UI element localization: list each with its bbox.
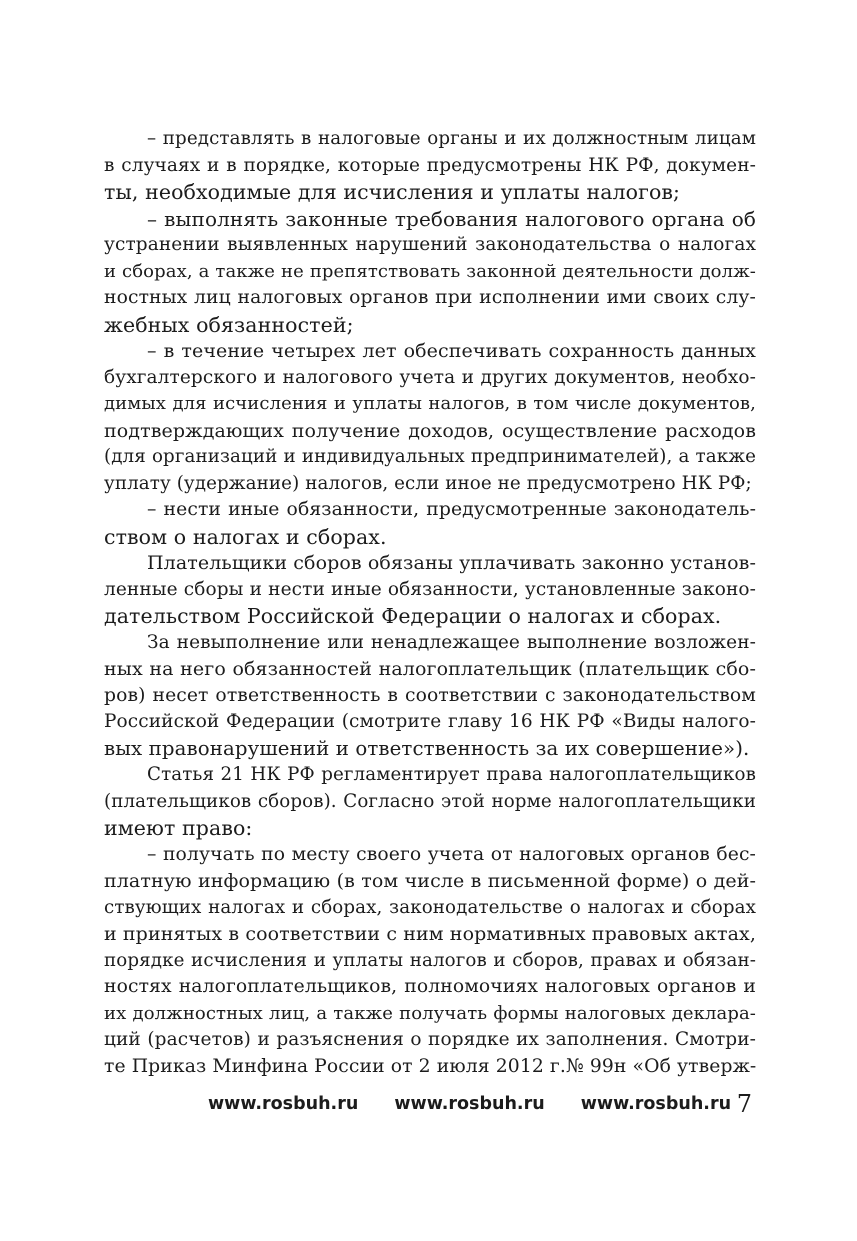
text-line: За невыполнение или ненадлежащее выполнение возложен- [147,631,756,653]
text-line: ством о налогах и сборах. [104,524,387,549]
footer-site-link[interactable]: www.rosbuh.ru [394,1094,545,1114]
text-line: – представлять в налоговые органы и их должностным лицам [147,128,756,149]
text-line: дательством Российской Федерации о налогах и сборах. [104,604,722,628]
text-line: платную информацию (в том числе в письменной форме) о дей- [104,870,756,892]
text-line: порядке исчисления и уплаты налогов и сборов, правах и обязан- [104,949,756,971]
text-line: – нести иные обязанности, предусмотренные законодатель- [147,499,756,520]
text-line: ствующих налогах и сборах, законодательстве о налогах и сборах [104,896,756,918]
text-line: (для организаций и индивидуальных предпринимателей), а также [104,446,756,467]
text-line: имеют право: [104,816,253,840]
text-line: и принятых в соответствии с ним нормативных правовых актах, [104,923,756,945]
text-line: ленные сборы и нести иные обязанности, установленные законо- [104,578,756,600]
footer-site-link[interactable]: www.rosbuh.ru [208,1094,359,1114]
text-line: – выполнять законные требования налогового органа об [147,206,756,231]
text-line: ций (расчетов) и разъяснения о порядке их заполнения. Смотри- [104,1029,756,1050]
footer-site-link[interactable]: www.rosbuh.ru [580,1094,732,1114]
text-line: устранении выявленных нарушений законодательства о налогах [104,234,756,255]
page-number: 7 [736,1090,752,1118]
text-line: те Приказ Минфина России от 2 июля 2012 г.№ 99н «Об утверж- [104,1055,757,1077]
text-line: в случаях и в порядке, которые предусмотрены НК РФ, докумен- [104,154,756,176]
text-line: (плательщиков сборов). Согласно этой норме налогоплательщики [104,790,756,812]
text-line: ностях налогоплательщиков, полномочиях налоговых органов и [104,976,756,997]
text-line: Российской Федерации (смотрите главу 16 НК РФ «Виды налого- [104,711,756,732]
text-line: их должностных лиц, а также получать формы налоговых деклара- [104,1002,756,1024]
page-body [104,126,756,1086]
text-line: Плательщики сборов обязаны уплачивать законно установ- [147,552,756,574]
text-line: подтверждающих получение доходов, осуществление расходов [104,419,756,442]
text-line: – в течение четырех лет обеспечивать сохранность данных [147,340,756,362]
footer-sites [208,1094,761,1114]
page-footer [104,1090,756,1124]
text-line: вых правонарушений и ответственность за их совершение»). [104,736,750,760]
text-line: и сборах, а также не препятствовать законной деятельности долж- [104,260,756,282]
text-line: – получать по месту своего учета от налоговых органов бес- [147,843,756,865]
text-line: ностных лиц налоговых органов при исполнении ими своих слу- [104,287,756,308]
text-line: бухгалтерского и налогового учета и других документов, необхо- [104,366,756,388]
text-line: ты, необходимые для исчисления и уплаты налогов; [104,180,681,204]
text-line: ных на него обязанностей налогоплательщик (плательщик сбо- [104,658,756,680]
text-line: Статья 21 НК РФ регламентирует права налогоплательщиков [147,764,756,785]
text-line: уплату (удержание) налогов, если иное не предусмотрено НК РФ; [104,472,752,494]
text-line: жебных обязанностей; [104,312,354,337]
text-line: ров) несет ответственность в соответствии с законодательством [104,684,756,706]
text-line: димых для исчисления и уплаты налогов, в том числе документов, [104,393,756,414]
